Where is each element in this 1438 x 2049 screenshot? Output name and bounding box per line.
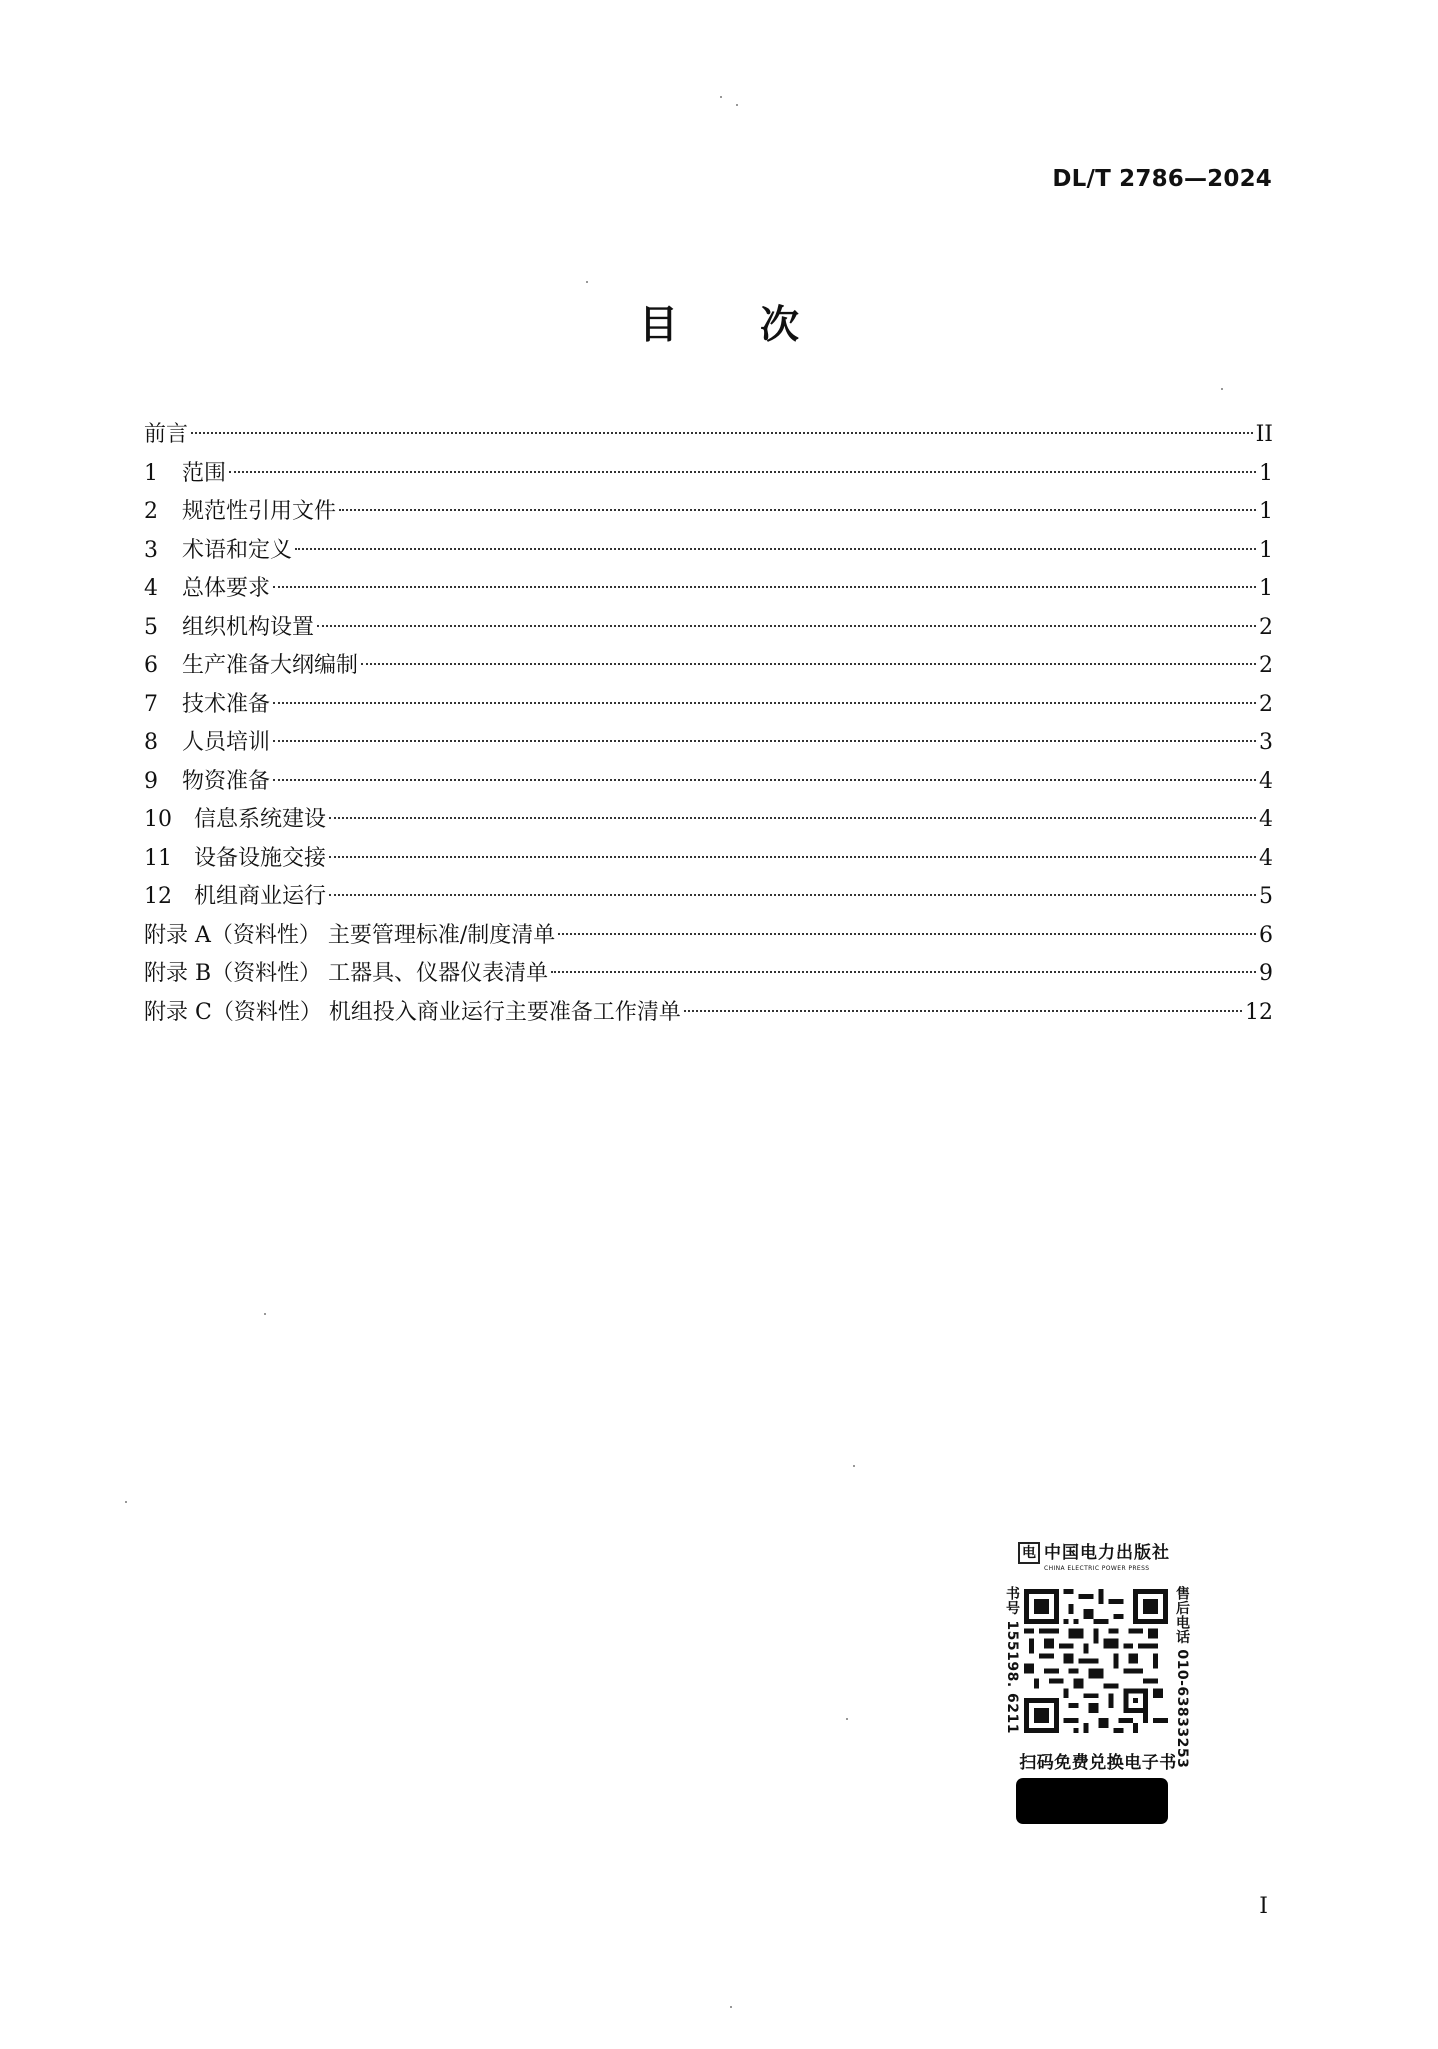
toc-title-char-1: 目 (638, 303, 678, 348)
toc-entry[interactable] (144, 840, 1273, 879)
toc-dot-leader (361, 663, 1256, 665)
toc-entry-page: 1 (1259, 537, 1273, 563)
toc-entry-label (144, 455, 226, 494)
redacted-code-block (1016, 1778, 1168, 1824)
toc-dot-leader (329, 856, 1256, 858)
toc-entry-page: 9 (1259, 961, 1273, 986)
toc-entry-page: II (1255, 422, 1273, 447)
toc-entry[interactable] (144, 647, 1273, 686)
toc-entry[interactable] (144, 570, 1273, 609)
toc-entry-title: 附录 A（资料性） 主要管理标准/制度清单 (144, 922, 556, 948)
toc-entry-label (144, 994, 681, 1033)
standard-code: DL/T 2786—2024 (1052, 166, 1272, 192)
toc-entry-label (144, 647, 358, 686)
toc-entry-label (144, 917, 555, 956)
toc-entry-number: 11 (144, 845, 172, 871)
toc-entry-page: 12 (1245, 999, 1273, 1025)
toc-entry-label (144, 840, 326, 879)
toc-entry-page: 4 (1259, 768, 1273, 794)
toc-dot-leader (273, 702, 1256, 704)
toc-entry-title: 术语和定义 (182, 537, 293, 563)
toc-entry-label (144, 609, 314, 648)
toc-entry[interactable] (144, 763, 1273, 802)
toc-entry-number: 6 (144, 653, 158, 678)
toc-entry[interactable] (144, 878, 1273, 917)
publisher-name: 中国电力出版社 (1044, 1543, 1170, 1563)
toc-entry[interactable] (144, 686, 1273, 725)
toc-entry[interactable] (144, 724, 1273, 763)
toc-entry-page: 4 (1259, 845, 1273, 871)
toc-entry-title: 附录 C（资料性） 机组投入商业运行主要准备工作清单 (144, 999, 681, 1025)
toc-entry-number: 3 (144, 537, 158, 563)
toc-entry[interactable] (144, 493, 1273, 532)
toc-entry-number: 9 (144, 768, 158, 794)
toc-entry[interactable] (144, 532, 1273, 571)
toc-entry-title: 规范性引用文件 (182, 499, 337, 524)
toc-dot-leader (329, 894, 1256, 896)
toc-entry-page: 2 (1259, 691, 1273, 717)
toc-entry-label (144, 801, 326, 840)
toc-entry-title: 总体要求 (182, 576, 271, 601)
toc-dot-leader (229, 471, 1256, 473)
publisher-english-name: CHINA ELECTRIC POWER PRESS (1044, 1565, 1150, 1572)
toc-dot-leader (191, 432, 1253, 434)
toc-entry-label (144, 532, 292, 571)
toc-entry-page: 1 (1259, 499, 1273, 524)
toc-entry-number: 4 (144, 576, 158, 601)
toc-entry-title: 技术准备 (182, 691, 271, 717)
toc-entry-title: 物资准备 (182, 768, 271, 794)
service-phone: 售后电话 010-63833253 (1174, 1586, 1190, 1769)
toc-entry-label (144, 724, 270, 763)
toc-entry-page: 4 (1259, 807, 1273, 832)
publisher-header (1018, 1542, 1190, 1580)
toc-entry-title: 前言 (144, 422, 189, 447)
toc-entry-number: 2 (144, 499, 158, 524)
book-number: 书号 155198. 6211 (1004, 1586, 1020, 1734)
toc-dot-leader (329, 817, 1256, 819)
toc-dot-leader (273, 586, 1256, 588)
toc-entry-number: 1 (144, 460, 158, 486)
toc-entry-page: 1 (1259, 460, 1273, 486)
toc-entry-page: 2 (1259, 614, 1273, 640)
toc-dot-leader (273, 779, 1256, 781)
toc-entry-label (144, 416, 188, 455)
toc-dot-leader (684, 1010, 1242, 1012)
toc-title-char-2: 次 (760, 303, 800, 348)
toc-entry-title: 附录 B（资料性） 工器具、仪器仪表清单 (144, 961, 549, 986)
toc-entry-title: 组织机构设置 (182, 614, 315, 640)
page-number: I (1259, 1894, 1268, 1919)
publisher-sticker (1004, 1542, 1192, 1832)
toc-entry[interactable] (144, 917, 1273, 956)
toc-dot-leader (551, 971, 1256, 973)
toc-entry-page: 6 (1259, 922, 1273, 948)
toc-entry-label (144, 878, 326, 917)
qr-code[interactable] (1024, 1586, 1168, 1736)
toc-entry-number: 10 (144, 807, 172, 832)
toc-dot-leader (273, 740, 1256, 742)
toc-dot-leader (558, 933, 1256, 935)
toc-entry-title: 人员培训 (182, 730, 271, 755)
toc-entry-title: 范围 (182, 460, 227, 486)
toc-entry-title: 设备设施交接 (194, 845, 327, 871)
toc-entry-title: 信息系统建设 (194, 807, 327, 832)
toc-entry-page: 5 (1259, 884, 1273, 909)
toc-dot-leader (339, 509, 1256, 511)
toc-dot-leader (295, 548, 1256, 550)
toc-entry-label (144, 763, 270, 802)
publisher-logo: 电 (1018, 1542, 1040, 1564)
toc-entry-number: 7 (144, 691, 158, 717)
toc-entry-label (144, 570, 270, 609)
toc-entry-number: 8 (144, 730, 158, 755)
toc-entry-page: 2 (1259, 653, 1273, 678)
toc-entry-title: 机组商业运行 (194, 884, 327, 909)
toc-dot-leader (317, 625, 1256, 627)
toc-entry-label (144, 686, 270, 725)
toc-entry-page: 1 (1259, 576, 1273, 601)
toc-entry-number: 5 (144, 614, 158, 640)
toc-entry-number: 12 (144, 884, 172, 909)
toc-entry[interactable] (144, 609, 1273, 648)
table-of-contents (144, 416, 1273, 1032)
toc-title (0, 294, 1438, 350)
toc-entry-title: 生产准备大纲编制 (182, 653, 359, 678)
toc-entry[interactable] (144, 955, 1273, 994)
toc-entry[interactable] (144, 801, 1273, 840)
scan-instruction: 扫码免费兑换电子书 (1019, 1753, 1177, 1773)
toc-entry-label (144, 955, 548, 994)
toc-entry[interactable] (144, 416, 1273, 455)
toc-entry-page: 3 (1259, 730, 1273, 755)
toc-entry[interactable] (144, 994, 1273, 1033)
toc-entry[interactable] (144, 455, 1273, 494)
toc-entry-label (144, 493, 336, 532)
